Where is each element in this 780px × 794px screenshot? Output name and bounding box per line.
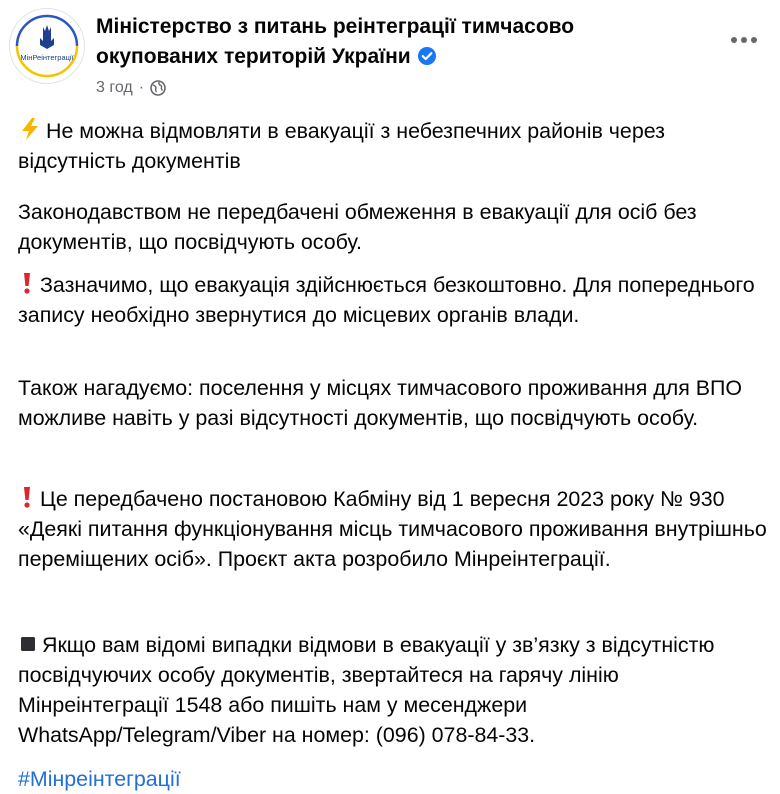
ministry-logo-icon (10, 9, 84, 83)
author-name[interactable]: Міністерство з питань реінтеграції тимчасово окупованих територій України (96, 15, 575, 68)
black-square-emoji-icon (18, 631, 38, 655)
globe-icon[interactable] (150, 80, 166, 96)
post-paragraph: Також нагадуємо: поселення у місцях тимчасового проживання для ВПО можливе навіть у разі відсутності документів, що посвідчують особу. (18, 376, 743, 430)
hashtag-link[interactable]: #Мінреінтеграції (18, 767, 181, 791)
more-dot (741, 37, 747, 43)
more-options-button[interactable] (724, 28, 764, 52)
post-paragraph: Законодавством не передбачені обмеження в евакуації для осіб без документів, що посвідчують особу. (18, 200, 697, 254)
meta-separator: · (138, 79, 145, 96)
lightning-emoji-icon (18, 117, 42, 141)
post-meta (96, 79, 166, 97)
more-dot (731, 37, 737, 43)
verified-badge-icon (417, 46, 437, 66)
post-header (0, 0, 780, 110)
post-paragraph: Якщо вам відомі випадки відмови в евакуації у зв’язку з відсутністю посвідчуючих особу документів, звертайтеся на гарячу лінію Мінреінтеграції 1548 або пишіть нам у месенджери WhatsApp/Telegram/Viber на номер: (096) 078-84-33. (18, 633, 715, 747)
avatar-label: МінРеінтеграції (20, 53, 74, 62)
red-exclamation-emoji-icon (18, 271, 36, 295)
page-title[interactable] (96, 12, 696, 72)
post-paragraph: Це передбачено постановою Кабміну від 1 вересня 2023 року № 930 «Деякі питання функціонування місць тимчасового проживання внутрішньо переміщених осіб». Проєкт акта розробило Мінреінтеграції. (18, 487, 767, 571)
more-dot (751, 37, 757, 43)
avatar[interactable] (9, 8, 85, 84)
post-paragraph: Не можна відмовляти в евакуації з небезпечних районів через відсутність документів (18, 119, 665, 173)
red-exclamation-emoji-icon (18, 485, 36, 509)
post-paragraph: Зазначимо, що евакуація здійснюється безкоштовно. Для попереднього запису необхідно звернутися до місцевих органів влади. (18, 273, 755, 327)
post-time[interactable]: 3 год (96, 79, 133, 96)
